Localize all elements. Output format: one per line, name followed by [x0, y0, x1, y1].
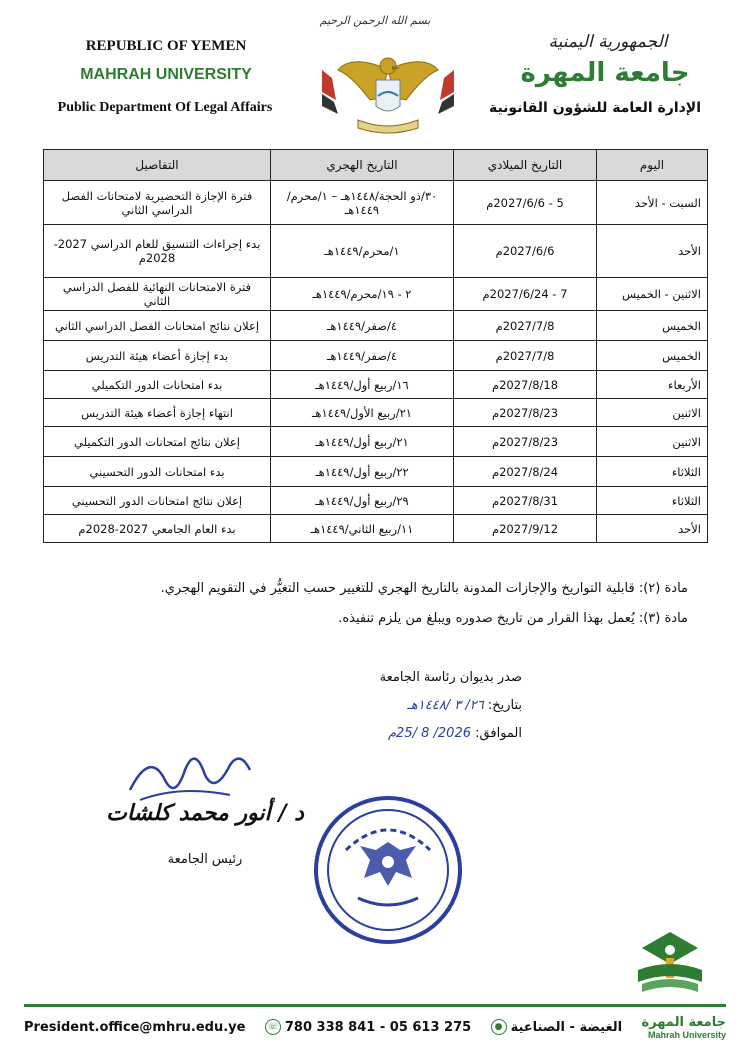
issued-at-presidency: صدر بديوان رئاسة الجامعة	[379, 670, 522, 685]
academic-calendar-table	[43, 149, 708, 543]
hijri-date-label: بتاريخ:	[487, 698, 522, 713]
cell-gregorian: 2027/8/23م	[454, 427, 597, 457]
cell-day: الثلاثاء	[597, 457, 708, 487]
cell-gregorian: 2027/8/18م	[454, 371, 597, 399]
cell-details: إعلان نتائج امتحانات الدور التحسيني	[44, 487, 271, 515]
cell-day: الخميس	[597, 341, 708, 371]
arabic-department-name: الإدارة العامة للشؤون القانونية	[488, 100, 702, 116]
footer-university	[642, 1015, 726, 1040]
cell-gregorian: 2027/8/23م	[454, 399, 597, 427]
footer-location	[491, 1019, 623, 1035]
email-text[interactable]: President.office@mhru.edu.ye	[24, 1019, 246, 1035]
table-row	[44, 181, 708, 225]
cell-details: إعلان نتائج امتحانات الفصل الدراسي الثاني	[44, 311, 271, 341]
cell-details: فترة الإجازة التحضيرية لامتحانات الفصل الدراسي الثاني	[44, 181, 271, 225]
footer-university-arabic: جامعة المهرة	[641, 1014, 726, 1030]
cell-details: بدء إجازة أعضاء هيئة التدريس	[44, 341, 271, 371]
cell-day: السبت - الأحد	[597, 181, 708, 225]
column-header-details: التفاصيل	[44, 150, 271, 181]
cell-gregorian: 2027/8/31م	[454, 487, 597, 515]
arabic-republic-title: الجمهورية اليمنية	[548, 32, 668, 52]
cell-day: الثلاثاء	[597, 487, 708, 515]
table-row	[44, 515, 708, 543]
column-header-hijri: التاريخ الهجري	[271, 150, 454, 181]
cell-details: إعلان نتائج امتحانات الدور التكميلي	[44, 427, 271, 457]
table-row	[44, 399, 708, 427]
gregorian-date-label: الموافق:	[475, 726, 522, 741]
cell-day: الأحد	[597, 225, 708, 278]
bismillah-text: بسم الله الرحمن الرحيم	[319, 14, 431, 27]
table-row	[44, 278, 708, 311]
cell-hijri: ١/محرم/١٤٤٩هـ	[271, 225, 454, 278]
footer-email[interactable]	[24, 1020, 245, 1035]
cell-details: بدء امتحانات الدور التكميلي	[44, 371, 271, 399]
english-republic-title: REPUBLIC OF YEMEN	[85, 38, 247, 54]
cell-day: الاثنين	[597, 427, 708, 457]
cell-day: الأحد	[597, 515, 708, 543]
footer-divider	[24, 1004, 726, 1007]
table-row	[44, 341, 708, 371]
issuance-section	[272, 664, 522, 748]
location-text: الغيضة - الصناعية	[510, 1019, 623, 1035]
column-header-day: اليوم	[597, 150, 708, 181]
hijri-date-value: ٢٦/ ٣ /١٤٤٨هـ	[407, 698, 484, 713]
cell-gregorian: 2027/9/12م	[454, 515, 597, 543]
cell-day: الأربعاء	[597, 371, 708, 399]
cell-hijri: ٤/صفر/١٤٤٩هـ	[271, 341, 454, 371]
cell-details: بدء إجراءات التنسيق للعام الدراسي 2027-2028م	[44, 225, 271, 278]
cell-day: الخميس	[597, 311, 708, 341]
articles-section	[68, 574, 688, 634]
table-header-row	[44, 150, 708, 181]
table-row	[44, 311, 708, 341]
cell-gregorian: 7 - 2027/6/24م	[454, 278, 597, 311]
cell-gregorian: 5 - 2027/6/6م	[454, 181, 597, 225]
table-row	[44, 427, 708, 457]
cell-details: بدء امتحانات الدور التحسيني	[44, 457, 271, 487]
table-row	[44, 225, 708, 278]
phone-icon: ☏	[265, 1019, 281, 1035]
issued-hijri-date-line	[272, 692, 522, 720]
english-department-name: Public Department Of Legal Affairs	[57, 100, 273, 115]
column-header-gregorian: التاريخ الميلادي	[454, 150, 597, 181]
gregorian-date-value: 2026/ 8 /25م	[387, 726, 471, 741]
cell-hijri: ١١/ربيع الثاني/١٤٤٩هـ	[271, 515, 454, 543]
cell-hijri: ٣٠/ذو الحجة/١٤٤٨هـ – ١/محرم/١٤٤٩هـ	[271, 181, 454, 225]
footer-university-english: Mahrah University	[647, 1029, 726, 1040]
table-row	[44, 487, 708, 515]
cell-hijri: ٢١/ربيع الأول/١٤٤٩هـ	[271, 399, 454, 427]
footer	[24, 1012, 726, 1042]
official-stamp-icon	[308, 790, 468, 950]
cell-details: انتهاء إجازة أعضاء هيئة التدريس	[44, 399, 271, 427]
cell-details: فترة الامتحانات النهائية للفصل الدراسي الثاني	[44, 278, 271, 311]
article-3: مادة (٣): يُعمل بهذا القرار من تاريخ صدوره ويبلغ من يلزم تنفيذه.	[338, 611, 688, 626]
cell-hijri: ٢٢/ربيع أول/١٤٤٩هـ	[271, 457, 454, 487]
cell-hijri: ٢١/ربيع أول/١٤٤٩هـ	[271, 427, 454, 457]
issued-gregorian-date-line	[272, 720, 522, 748]
cell-hijri: ١٦/ربيع أول/١٤٤٩هـ	[271, 371, 454, 399]
cell-day: الاثنين	[597, 399, 708, 427]
cell-day: الاثنين - الخميس	[597, 278, 708, 311]
cell-hijri: ٢٩/ربيع أول/١٤٤٩هـ	[271, 487, 454, 515]
article-2: مادة (٢): قابلية التواريخ والإجازات المدونة بالتاريخ الهجري للتغيير حسب التغيُّر في التقويم الهجري.	[160, 581, 688, 596]
footer-phones	[265, 1019, 471, 1035]
cell-gregorian: 2027/6/6م	[454, 225, 597, 278]
signatory-name: د / أنور محمد كلشات	[106, 800, 304, 826]
location-pin-icon: ●	[491, 1019, 507, 1035]
cell-gregorian: 2027/7/8م	[454, 341, 597, 371]
cell-details: بدء العام الجامعي 2027-2028م	[44, 515, 271, 543]
yemen-emblem-icon	[318, 40, 458, 140]
signatory-title: رئيس الجامعة	[167, 852, 243, 867]
english-university-name: MAHRAH UNIVERSITY	[80, 66, 252, 83]
table-row	[44, 457, 708, 487]
university-logo-icon	[628, 928, 712, 1000]
cell-gregorian: 2027/8/24م	[454, 457, 597, 487]
table-row	[44, 371, 708, 399]
phone-numbers: 780 338 841 - 05 613 275	[284, 1019, 472, 1035]
cell-gregorian: 2027/7/8م	[454, 311, 597, 341]
cell-hijri: ٤/صفر/١٤٤٩هـ	[271, 311, 454, 341]
cell-hijri: ٢ - ١٩/محرم/١٤٤٩هـ	[271, 278, 454, 311]
arabic-university-name: جامعة المهرة	[520, 58, 690, 88]
